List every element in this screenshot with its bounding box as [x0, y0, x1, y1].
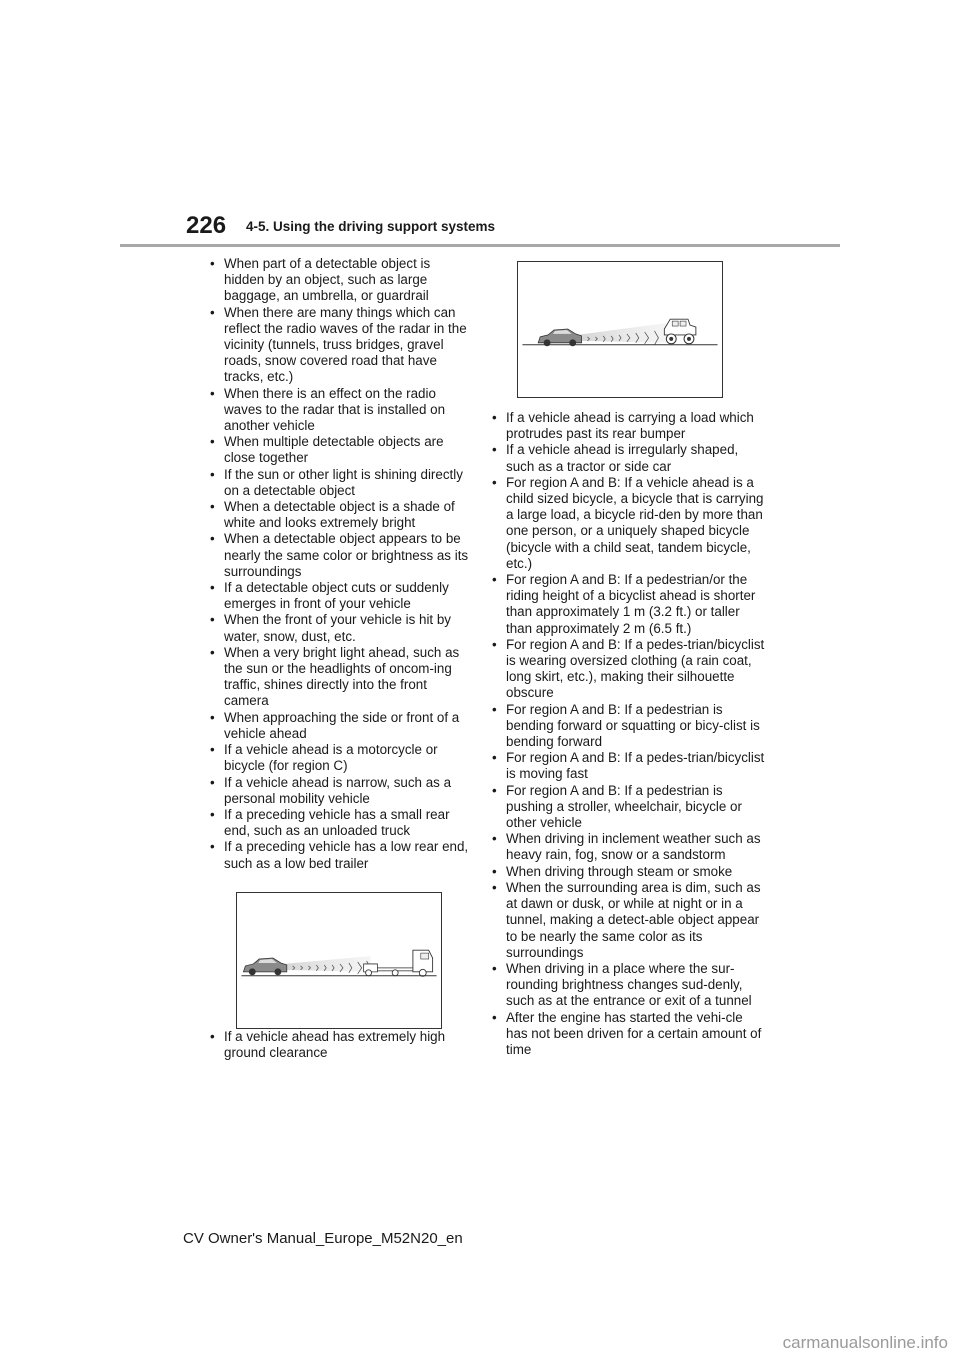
high-ground-clearance-drawing: [518, 262, 722, 397]
list-item: • When there is an effect on the radio waves to the radar that is installed on another vehicle: [208, 386, 470, 435]
list-item: • If a detectable object cuts or suddenly emerges in front of your vehicle: [208, 580, 470, 612]
list-item: • If the sun or other light is shining directly on a detectable object: [208, 467, 470, 499]
high-ground-clearance-illustration: [517, 261, 723, 398]
list-item: • When part of a detectable object is hidden by an object, such as large baggage, an umbrella, or guardrail: [208, 256, 470, 305]
list-item: • For region A and B: If a vehicle ahead is a child sized bicycle, a bicycle that is carrying a large load, a bicycle rid-den by more than one person, or a uniquely shaped bicycle (bicycle with a child seat, tandem bicycle, etc.): [490, 475, 765, 572]
list-item: • For region A and B: If a pedes-trian/bicyclist is wearing oversized clothing (a rain coat, long skirt, etc.), making their silhouette obscure: [490, 637, 765, 702]
list-item: • If a preceding vehicle has a low rear end, such as a low bed trailer: [208, 839, 470, 871]
list-item: • If a vehicle ahead is narrow, such as a personal mobility vehicle: [208, 775, 470, 807]
list-item: • When multiple detectable objects are close together: [208, 434, 470, 466]
list-item: • When driving in a place where the sur-rounding brightness changes sud-denly, such as at the entrance or exit of a tunnel: [490, 961, 765, 1010]
list-item: • For region A and B: If a pedestrian/or the riding height of a bicyclist ahead is shorter than approximately 1 m (3.2 ft.) or taller than approximately 2 m (6.5 ft.): [490, 572, 765, 637]
page-number: 226: [186, 212, 227, 239]
low-bed-trailer-drawing: [237, 893, 441, 1028]
right-column: [490, 256, 765, 1058]
low-bed-trailer-illustration: [236, 892, 442, 1029]
list-item: • When a detectable object appears to be nearly the same color or brightness as its surroundings: [208, 531, 470, 580]
list-item: • When driving in inclement weather such as heavy rain, fog, snow or a sandstorm: [490, 831, 765, 863]
list-item: • When approaching the side or front of a vehicle ahead: [208, 710, 470, 742]
section-title: 4-5. Using the driving support systems: [246, 219, 496, 234]
right-bullet-list: [490, 410, 765, 1058]
list-item: • If a vehicle ahead is carrying a load which protrudes past its rear bumper: [490, 410, 765, 442]
list-item: • If a preceding vehicle has a small rear end, such as an unloaded truck: [208, 807, 470, 839]
left-bullet-list: [208, 256, 470, 872]
list-item: • When the front of your vehicle is hit by water, snow, dust, etc.: [208, 612, 470, 644]
list-item: • When there are many things which can reflect the radio waves of the radar in the vicinity (tunnels, truss bridges, gravel roads, snow covered road that have tracks, etc.): [208, 305, 470, 386]
left-column: [208, 256, 470, 1061]
sedan-icon: [243, 958, 286, 975]
list-item: • When a very bright light ahead, such as the sun or the headlights of oncom-ing traffic, shines directly into the front camera: [208, 645, 470, 710]
list-item: • For region A and B: If a pedestrian is bending forward or squatting or bicy-clist is bending forward: [490, 702, 765, 751]
left-bullet-list-after-figure: [208, 1029, 470, 1061]
lifted-truck-icon: [664, 319, 696, 344]
list-item: • For region A and B: If a pedestrian is pushing a stroller, wheelchair, bicycle or other vehicle: [490, 783, 765, 832]
list-item: • When a detectable object is a shade of white and looks extremely bright: [208, 499, 470, 531]
list-item: • If a vehicle ahead has extremely high ground clearance: [208, 1029, 470, 1061]
list-item: • For region A and B: If a pedes-trian/bicyclist is moving fast: [490, 750, 765, 782]
list-item: • If a vehicle ahead is irregularly shaped, such as a tractor or side car: [490, 442, 765, 474]
watermark: carmanualsonline.info: [782, 1333, 948, 1352]
low-bed-trailer-icon: [364, 950, 433, 976]
list-item: • If a vehicle ahead is a motorcycle or bicycle (for region C): [208, 742, 470, 774]
sedan-icon: [538, 329, 581, 346]
header-divider: [120, 244, 840, 247]
list-item: • After the engine has started the vehi-cle has not been driven for a certain amount of time: [490, 1010, 765, 1059]
footer-manual-name: CV Owner's Manual_Europe_M52N20_en: [183, 1230, 463, 1247]
list-item: • When driving through steam or smoke: [490, 864, 765, 880]
list-item: • When the surrounding area is dim, such as at dawn or dusk, or while at night or in a tunnel, making a detect-able object appear to be nearly the same color as its surroundings: [490, 880, 765, 961]
